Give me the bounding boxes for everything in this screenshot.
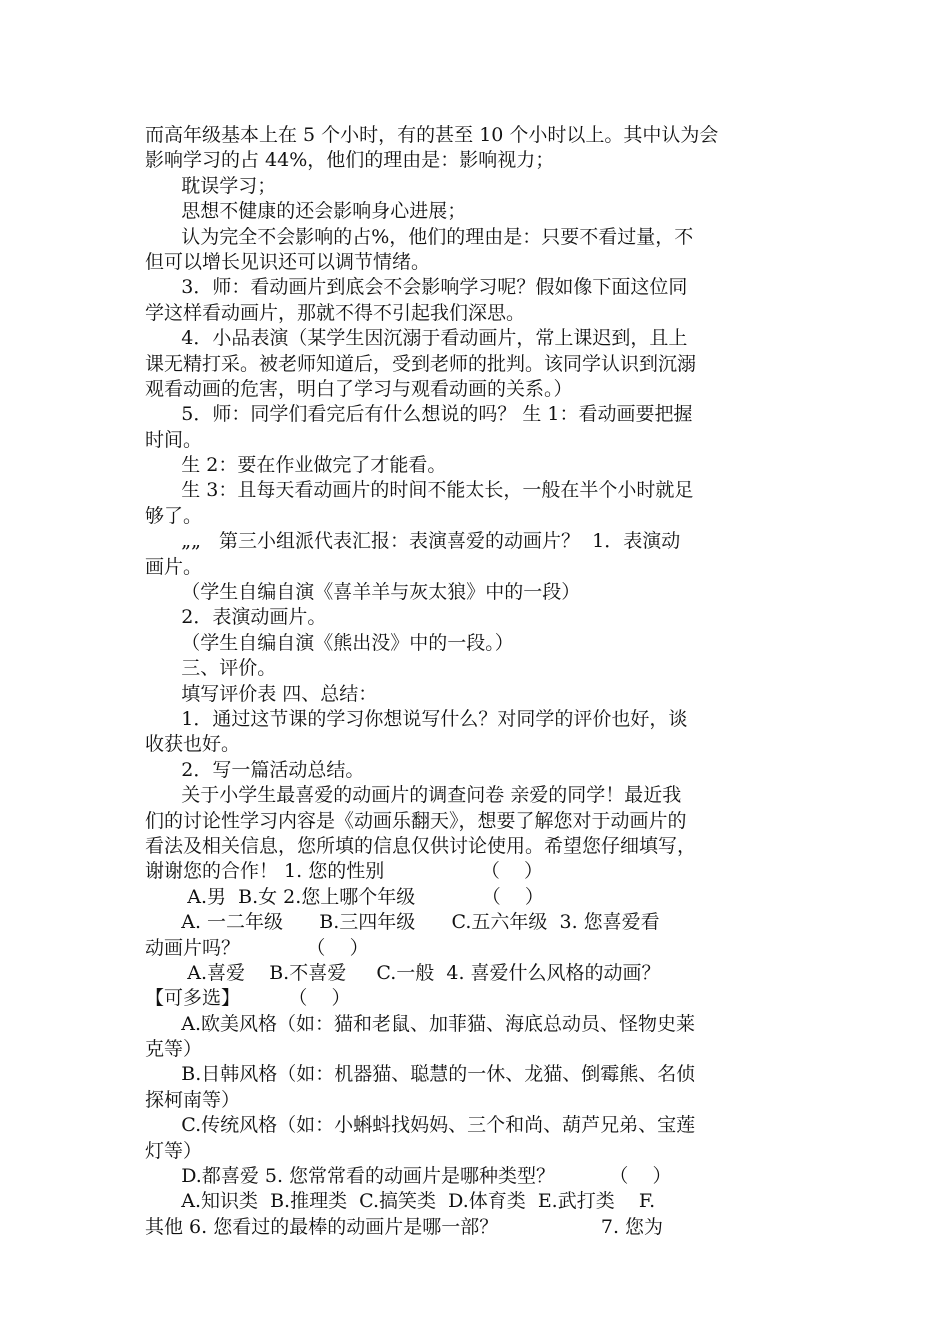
text-line: 而高年级基本上在 5 个小时，有的甚至 10 个小时以上。其中认为会: [145, 124, 719, 146]
text-line: 克等）: [145, 1038, 203, 1061]
text-line: A.男 B.女 2.您上哪个年级 （ ）: [145, 885, 544, 908]
text-line: 灯等）: [145, 1139, 203, 1162]
text-line: D.都喜爱 5. 您常常看的动画片是哪种类型？ （ ）: [145, 1165, 672, 1188]
text-line: 【可多选】 （ ）: [145, 987, 351, 1010]
text-line: （学生自编自演《熊出没》中的一段。）: [145, 631, 514, 654]
text-line: A. 一二年级 B.三四年级 C.五六年级 3. 您喜爱看: [145, 911, 660, 934]
text-line: A.喜爱 B.不喜爱 C.一般 4. 喜爱什么风格的动画？: [145, 961, 661, 984]
text-line: 其他 6. 您看过的最棒的动画片是哪一部？ 7. 您为: [145, 1215, 664, 1238]
text-line: 探柯南等）: [145, 1088, 241, 1111]
text-line: 3．师：看动画片到底会不会影响学习呢？假如像下面这位同: [145, 276, 688, 299]
text-line: （学生自编自演《喜羊羊与灰太狼》中的一段）: [145, 581, 581, 604]
text-line: 收获也好。: [145, 733, 241, 756]
text-line: 学这样看动画片，那就不得不引起我们深思。: [145, 301, 526, 324]
document-body: [145, 123, 807, 1240]
text-line: 耽误学习；: [145, 174, 277, 197]
text-line: „„ 第三小组派代表汇报：表演喜爱的动画片？ 1．表演动: [145, 530, 681, 553]
text-line: 生 3：且每天看动画片的时间不能太长，一般在半个小时就足: [145, 479, 694, 502]
text-line: A.知识类 B.推理类 C.搞笑类 D.体育类 E.武打类 F.: [145, 1190, 656, 1213]
text-line: A.欧美风格（如：猫和老鼠、加菲猫、海底总动员、怪物史莱: [145, 1012, 695, 1035]
text-line: 4．小品表演（某学生因沉溺于看动画片，常上课迟到，且上: [145, 327, 688, 350]
text-line: 2．表演动画片。: [145, 606, 327, 629]
text-line: C.传统风格（如：小蝌蚪找妈妈、三个和尚、葫芦兄弟、宝莲: [145, 1114, 696, 1137]
text-line: 画片。: [145, 555, 203, 578]
text-line: 看法及相关信息，您所填的信息仅供讨论使用。希望您仔细填写，: [145, 834, 697, 857]
text-line: 们的讨论性学习内容是《动画乐翻天》，想要了解您对于动画片的: [145, 809, 687, 832]
text-line: 思想不健康的还会影响身心进展；: [145, 200, 467, 223]
text-line: 观看动画的危害，明白了学习与观看动画的关系。）: [145, 377, 573, 400]
text-line: 影响学习的占 44%，他们的理由是：影响视力；: [145, 149, 555, 172]
text-line: B.日韩风格（如：机器猫、聪慧的一休、龙猫、倒霉熊、名侦: [145, 1063, 696, 1086]
text-line: 课无精打采。被老师知道后，受到老师的批判。该同学认识到沉溺: [145, 352, 697, 375]
text-line: 时间。: [145, 428, 203, 451]
text-line: 认为完全不会影响的占%，他们的理由是：只要不看过量，不: [145, 225, 694, 248]
text-line: 但可以增长见识还可以调节情绪。: [145, 250, 431, 273]
text-line: 谢谢您的合作！ 1. 您的性别 （ ）: [145, 860, 543, 883]
text-line: 2．写一篇活动总结。: [145, 758, 365, 781]
text-line: 够了。: [145, 504, 203, 527]
text-line: 三、评价。: [145, 657, 277, 680]
text-line: 生 2：要在作业做完了才能看。: [145, 454, 447, 477]
text-line: 动画片吗？ （ ）: [145, 936, 369, 959]
text-line: 关于小学生最喜爱的动画片的调查问卷 亲爱的同学！最近我: [145, 784, 682, 807]
text-line: 填写评价表 四、总结：: [145, 682, 378, 705]
text-line: 1．通过这节课的学习你想说写什么？对同学的评价也好，谈: [145, 707, 688, 730]
text-line: 5．师：同学们看完后有什么想说的吗？ 生 1：看动画要把握: [145, 403, 693, 426]
